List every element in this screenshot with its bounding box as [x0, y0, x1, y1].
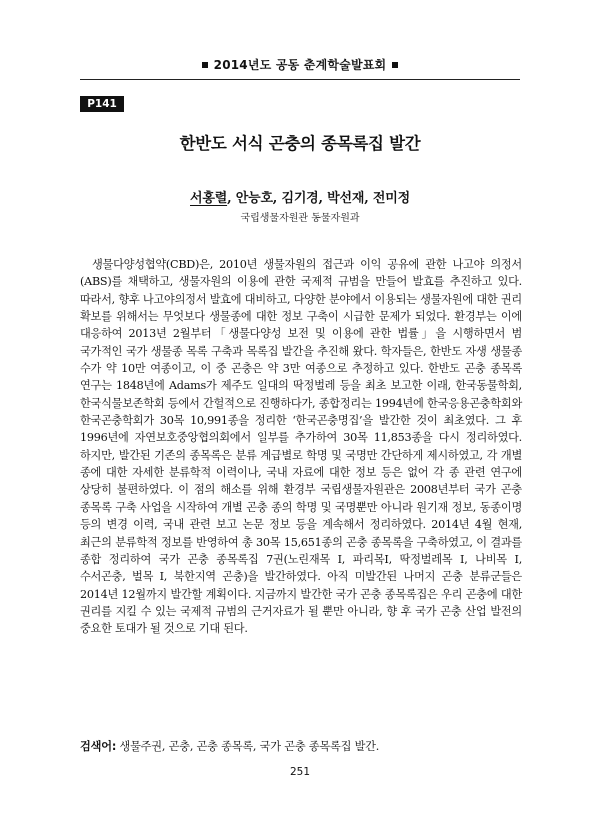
poster-number-badge: P141 [80, 96, 124, 112]
abstract-body: 생물다양성협약(CBD)은, 2010년 생물자원의 접근과 이익 공유에 관한 나고야 의정서(ABS)를 채택하고, 생물자원의 이용에 관한 국제적 규범을 만들어 발효를 추진하고 있다. 따라서, 향후 나고야의정서 발효에 대비하고, 다양한 분야에서 이용되는 생물자원에 대한 권리 확보를 위해서는 무엇보다 생물종에 대한 정보 구축이 시급한 문제가 되었다. 환경부는 이에 대응하여 2013년 2월부터「생물다양성 보전 및 이용에 관한 법률」을 시행하면서 범 국가적인 국가 생물종 목록 구축과 목록집 발간을 추진해 왔다. 학자들은, 한반도 자생 생물종 수가 약 10만 여종이고, 이 중 곤충은 약 3만 여종으로 추정하고 있다. 한반도 곤충 종목록 연구는 1848년에 Adams가 제주도 일대의 딱정벌레 등을 최초 보고한 이래, 한국동물학회, 한국식물보존학회 등에서 간헐적으로 진행하다가, 종합정리는 1994년에 한국응용곤충학회와 한국곤충학회가 30목 10,991종을 정리한 ‘한국곤충명집’을 발간한 것이 최초였다. 그 후 1996년에 자연보호중앙협의회에서 일부를 추가하여 30목 11,853종을 다시 정리하였다. 하지만, 발간된 기존의 종목록은 분류 계급별로 학명 및 국명만 간단하게 제시하였고, 각 개별 종에 대한 자세한 분류학적 이력이나, 국내 자료에 대한 정보 등은 없어 각 종 관련 연구에 상당히 불편하였다. 이 점의 해소를 위해 환경부 국립생물자원관은 2008년부터 국가 곤충 종목록 구축 사업을 시작하여 개별 곤충 종의 학명 및 국명뿐만 아니라 원기재 정보, 동종이명 등의 변경 이력, 국내 관련 보고 논문 정보 등을 계속해서 정리하였다. 2014년 4월 현재, 최근의 분류학적 정보를 반영하여 총 30목 15,651종의 곤충 종목록을 구축하였고, 이 결과를 종합 정리하여 국가 곤충 종목록집 7권(노린재목 I, 파리목I, 딱정벌레목 I, 나비목 I, 수서곤충, 벌목 I, 북한지역 곤충)을 발간하였다. 아직 미발간된 나머지 곤충 분류군들은 2014년 12월까지 발간할 계획이다. 지금까지 발간한 국가 곤충 종목록집은 우리 곤충에 대한 권리를 지킬 수 있는 국제적 규범의 근거자료가 될 뿐만 아니라, 향 후 국가 곤충 산업 발전의 중요한 토대가 될 것으로 기대 된다. [80, 258, 522, 636]
header-text: 2014년도 공동 춘계학술발표회 [213, 58, 387, 72]
running-header [80, 50, 520, 80]
paper-title: 한반도 서식 곤충의 종목록집 발간 [179, 134, 421, 153]
affiliation: 국립생물자원관 동물자원과 [240, 213, 360, 224]
keywords [80, 738, 522, 754]
keywords-text: 생물주권, 곤충, 곤충 종목록, 국가 곤충 종목록집 발간. [116, 740, 380, 753]
co-authors: , 안능호, 김기경, 박선재, 전미정 [227, 191, 410, 206]
keywords-label: 검색어: [80, 740, 117, 753]
page-number: 251 [289, 766, 311, 778]
presenting-author: 서홍렬 [190, 191, 228, 206]
square-bullet-icon [202, 62, 208, 68]
author-list [80, 187, 520, 206]
square-bullet-icon [392, 62, 398, 68]
